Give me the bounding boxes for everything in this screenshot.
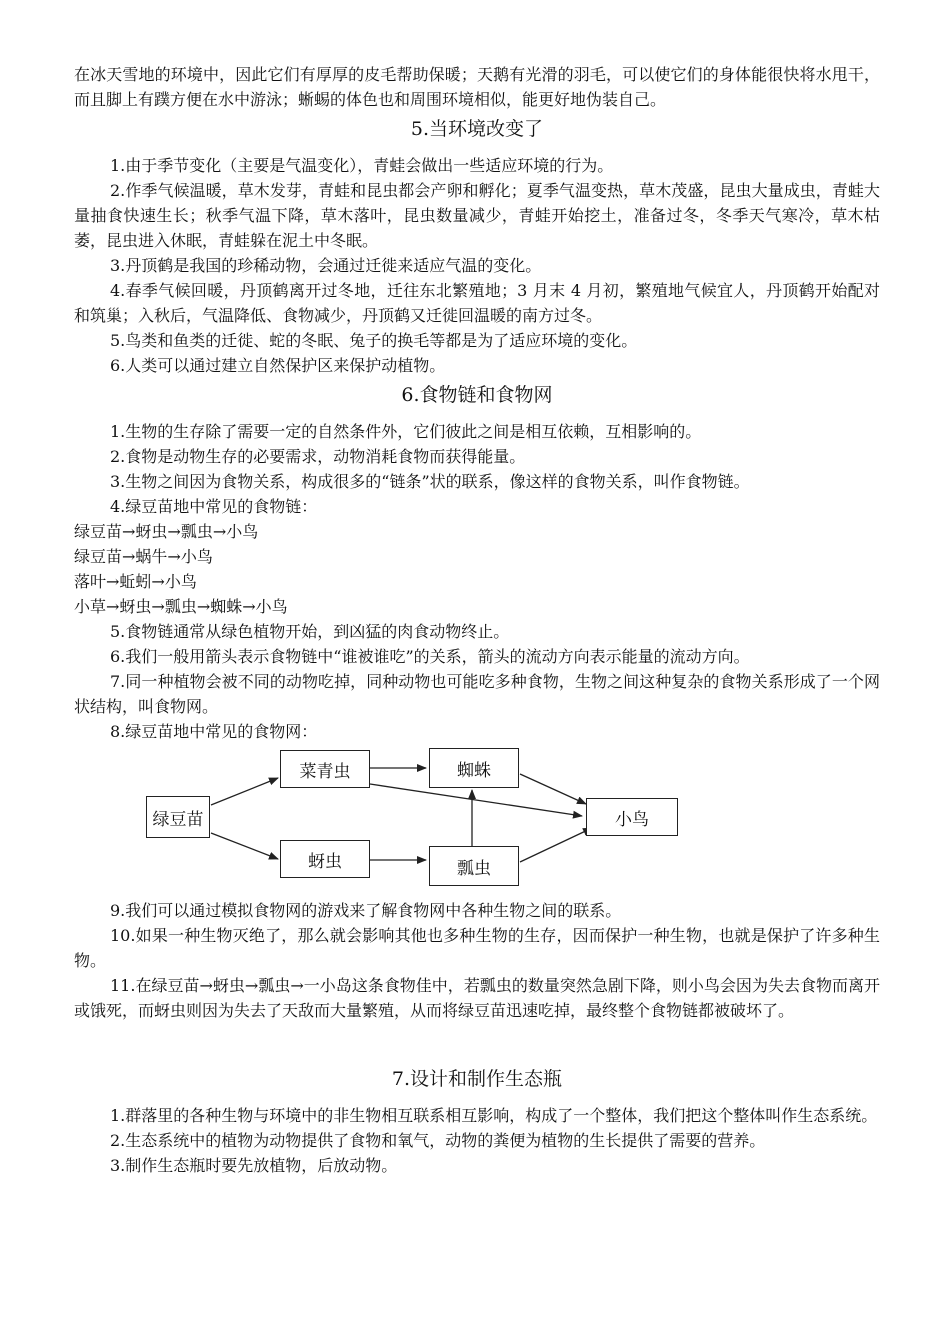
food-chain-1: 绿豆苗→蚜虫→瓢虫→小鸟 — [74, 522, 259, 541]
s6-item-9: 9.我们可以通过模拟食物网的游戏来了解食物网中各种生物之间的联系。 — [110, 901, 622, 920]
s6-item-8: 8.绿豆苗地中常见的食物网： — [110, 722, 318, 741]
document-page — [74, 62, 880, 1178]
s7-item-1: 1.群落里的各种生物与环境中的非生物相互联系相互影响，构成了一个整体，我们把这个整体叫作生态系统。 — [110, 1106, 878, 1125]
s6-item-1: 1.生物的生存除了需要一定的自然条件外，它们彼此之间是相互依赖，互相影响的。 — [110, 422, 702, 441]
s5-item-5: 5.鸟类和鱼类的迁徙、蛇的冬眠、兔子的换毛等都是为了适应环境的变化。 — [110, 331, 638, 350]
s7-item-2: 2.生态系统中的植物为动物提供了食物和氧气，动物的粪便为植物的生长提供了需要的营养。 — [110, 1131, 766, 1150]
s7-item-3: 3.制作生态瓶时要先放植物，后放动物。 — [110, 1156, 398, 1175]
node-spider: 蜘蛛 — [429, 748, 519, 788]
food-web-diagram — [74, 746, 880, 890]
arrow-mungbean-to-cabbageworm — [211, 778, 278, 805]
section-5-title: 5.当环境改变了 — [410, 118, 544, 140]
s5-item-1: 1.由于季节变化（主要是气温变化），青蛙会做出一些适应环境的行为。 — [110, 156, 614, 175]
food-chain-4: 小草→蚜虫→瓢虫→蜘蛛→小鸟 — [74, 597, 288, 616]
node-ladybug: 瓢虫 — [429, 846, 519, 886]
arrow-spider-to-bird — [520, 774, 586, 804]
s6-item-11: 11.在绿豆苗→蚜虫→瓢虫→一小岛这条食物佳中，若瓢虫的数量突然急剧下降，则小鸟会因为失去食物而离开或饿死，而蚜虫则因为失去了天敌而大量繁殖，从而将绿豆苗迅速吃掉，最终整个食物链都被破坏了。 — [74, 976, 880, 1020]
intro-paragraph: 在冰天雪地的环境中，因此它们有厚厚的皮毛帮助保暖；天鹅有光滑的羽毛，可以使它们的身体能很快将水甩干，而且脚上有蹼方便在水中游泳；蜥蜴的体色也和周围环境相似，能更好地伪装自己。 — [74, 65, 880, 109]
s5-item-3: 3.丹顶鹤是我国的珍稀动物，会通过迁徙来适应气温的变化。 — [110, 256, 542, 275]
s6-item-3: 3.生物之间因为食物关系，构成很多的“链条”状的联系，像这样的食物关系，叫作食物链。 — [110, 472, 750, 491]
arrow-ladybug-to-bird — [520, 828, 592, 862]
s5-item-2: 2.作季气候温暖，草木发芽，青蛙和昆虫都会产卵和孵化；夏季气温变热，草木茂盛，昆虫大量成虫，青蛙大量抽食快速生长；秋季气温下降，草木落叶，昆虫数量减少，青蛙开始挖土，准备过冬，冬季天气寒冷，草木枯萎，昆虫进入休眠，青蛙躲在泥土中冬眠。 — [74, 181, 880, 250]
food-chain-2: 绿豆苗→蜗牛→小鸟 — [74, 547, 213, 566]
s6-item-5: 5.食物链通常从绿色植物开始，到凶猛的肉食动物终止。 — [110, 622, 510, 641]
section-7-title: 7.设计和制作生态瓶 — [391, 1068, 563, 1090]
node-cabbage-worm: 菜青虫 — [280, 750, 370, 788]
s5-item-4: 4.春季气候回暖，丹顶鹤离开过冬地，迁往东北繁殖地；3 月末 4 月初，繁殖地气候宜人，丹顶鹤开始配对和筑巢；入秋后，气温降低、食物减少，丹顶鹤又迁徙回温暖的南方过冬。 — [74, 281, 880, 325]
arrow-cabbageworm-to-bird — [370, 784, 582, 816]
s5-item-6: 6.人类可以通过建立自然保护区来保护动植物。 — [110, 356, 446, 375]
s6-item-2: 2.食物是动物生存的必要需求，动物消耗食物而获得能量。 — [110, 447, 526, 466]
s6-item-7: 7.同一种植物会被不同的动物吃掉，同种动物也可能吃多种食物，生物之间这种复杂的食物关系形成了一个网状结构，叫食物网。 — [74, 672, 880, 716]
node-aphid: 蚜虫 — [280, 840, 370, 878]
node-mung-bean: 绿豆苗 — [146, 796, 210, 838]
s6-item-4: 4.绿豆苗地中常见的食物链： — [110, 497, 318, 516]
s6-item-10: 10.如果一种生物灭绝了，那么就会影响其他也多种生物的生存，因而保护一种生物，也就是保护了许多种生物。 — [74, 926, 880, 970]
food-chain-3: 落叶→蚯蚓→小鸟 — [74, 572, 197, 591]
s6-item-6: 6.我们一般用箭头表示食物链中“谁被谁吃”的关系，箭头的流动方向表示能量的流动方向。 — [110, 647, 750, 666]
section-6-title: 6.食物链和食物网 — [401, 384, 553, 406]
node-bird: 小鸟 — [586, 798, 678, 836]
arrow-mungbean-to-aphid — [211, 833, 278, 859]
